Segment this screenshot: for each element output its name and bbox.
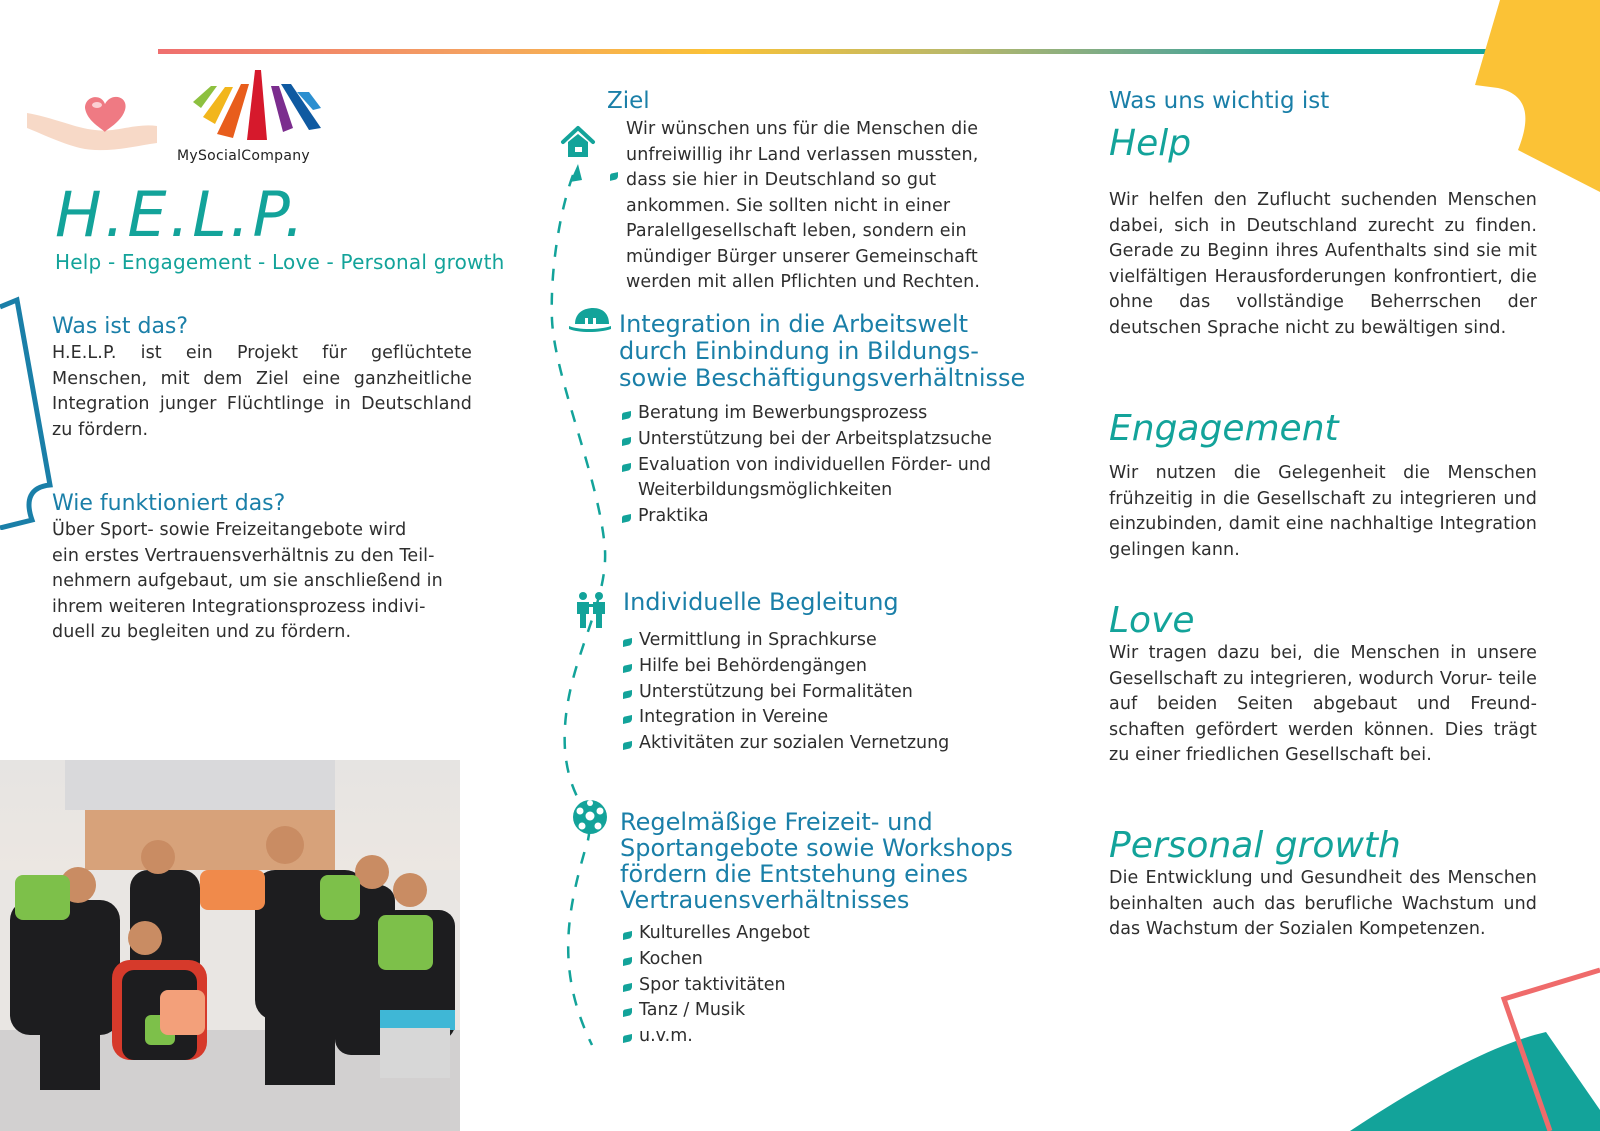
how-line: Über Sport- sowie Freizeitangebote wird [52,520,407,540]
goal-line: ankommen. Sie sollten nicht in einer [626,195,951,216]
how-line: duell zu begleiten und zu fördern. [52,622,352,642]
page-subtitle: Help - Engagement - Love - Personal growth [55,250,505,274]
leisure-heading [620,809,1013,913]
value-text: Die Entwicklung und Gesundheit des Menschen beinhalten auch das berufliche Wachstum und das Wachstum der Sozialen Kompetenzen. [1109,868,1537,939]
section-what [52,314,472,443]
house-icon [560,124,596,160]
list-item: Unterstützung bei der Arbeitsplatzsuche [620,427,1040,453]
work-heading-line: durch Einbindung in Bildungs- [619,337,979,365]
leisure-heading-line: Sportangebote sowie Workshops [620,834,1013,862]
value-title: Engagement [1109,408,1339,449]
list-item: Tanz / Musik [621,998,1021,1024]
how-line: nehmern aufgebaut, um sie anschließend in [52,571,443,591]
company-name: MySocialCompany [177,148,310,164]
goal-line: Paralellgesellschaft leben, sondern ein [626,221,967,241]
value-text: Wir nutzen die Gelegenheit die Menschen frühzeitig in die Gesellschaft zu integrieren und einzubinden, damit eine nachhaltige Integration gelingen kann. [1109,463,1537,560]
work-list [620,401,1040,530]
decorative-bracket [0,295,60,530]
goal-line: mündiger Bürger unserer Gemeinschaft [626,246,978,267]
how-text [52,518,482,646]
hard-hat-icon [569,306,611,332]
how-line: ihrem weiteren Integrationsprozess indivi- [52,596,426,617]
goal-text [626,117,1026,296]
values-heading: Was uns wichtig ist [1109,88,1330,114]
list-item: Beratung im Bewerbungsprozess [620,401,1040,427]
value-text: Wir tragen dazu bei, die Menschen in unsere Gesellschaft zu integrieren, wodurch Vorur- teile auf beiden Seiten abgebaut und Freund- schaften gefördert werden können. Dies trägt zu einer friedlichen Gesellschaft bei. [1109,643,1537,765]
goal-line: werden mit allen Pflichten und Rechten. [626,272,981,292]
value-personal-growth [1109,826,1537,943]
list-item: Integration in Vereine [621,705,1041,731]
value-love [1109,601,1537,769]
goal-line: Wir wünschen uns für die Menschen die [626,119,979,139]
group-photo [0,760,460,1131]
work-heading [619,311,1025,392]
decorative-corner-shapes [1340,950,1600,1131]
list-item: Spor taktivitäten [621,973,1021,999]
list-item: Aktivitäten zur sozialen Vernetzung [621,731,1041,757]
leisure-list [621,921,1021,1050]
goal-line: unfreiwillig ihr Land verlassen mussten, [626,144,979,165]
how-line: ein erstes Vertrauensverhältnis zu den Teil- [52,545,435,566]
leisure-heading-line: fördern die Entstehung eines [620,860,969,888]
heart-hands-image [25,88,160,158]
goal-heading: Ziel [607,88,650,114]
value-engagement [1109,409,1537,563]
list-item: Praktika [620,504,1040,530]
leisure-heading-line: Regelmäßige Freizeit- und [620,808,933,836]
leisure-heading-line: Vertrauensverhältnisses [620,886,910,914]
how-heading: Wie funktioniert das? [52,491,286,516]
goal-line: dass sie hier in Deutschland so gut [626,170,937,190]
list-item: u.v.m. [621,1024,1021,1050]
two-people-icon [573,592,609,628]
list-item: Vermittlung in Sprachkurse [621,628,1041,654]
value-help [1109,124,1537,341]
list-item: Kulturelles Angebot [621,921,1021,947]
list-item: Hilfe bei Behördengängen [621,654,1041,680]
value-title: Help [1109,123,1192,164]
list-item: Evaluation von individuellen Förder- und Weiterbildungsmöglichkeiten [620,453,1040,505]
list-item: Kochen [621,947,1021,973]
section-how [52,491,482,646]
what-heading: Was ist das? [52,314,189,339]
company-logo [175,62,355,172]
value-text: Wir helfen den Zuflucht suchenden Menschen dabei, sich in Deutschland zurecht zu finden. Gerade zu Beginn ihres Aufenthalts sind sie mit vielfältigen Herausforderungen konfrontiert, die ohne das vollständige Beherrschen der deutschen Sprache nicht zu bewältigen sind. [1109,190,1537,338]
what-text: H.E.L.P. ist ein Projekt für geflüchtete Menschen, mit dem Ziel eine ganzheitliche Integration junger Flüchtlinge in Deutschland zu fördern. [52,343,472,440]
soccer-ball-icon [572,799,608,835]
page-title: H.E.L.P. [55,178,308,251]
list-item: Unterstützung bei Formalitäten [621,680,1041,706]
value-title: Love [1109,600,1195,641]
support-list [621,628,1041,757]
work-heading-line: Integration in die Arbeitswelt [619,310,969,338]
support-heading: Individuelle Begleitung [623,588,899,616]
work-heading-line: sowie Beschäftigungsverhältnisse [619,364,1026,392]
value-title: Personal growth [1109,825,1401,866]
top-gradient-line [158,49,1488,54]
